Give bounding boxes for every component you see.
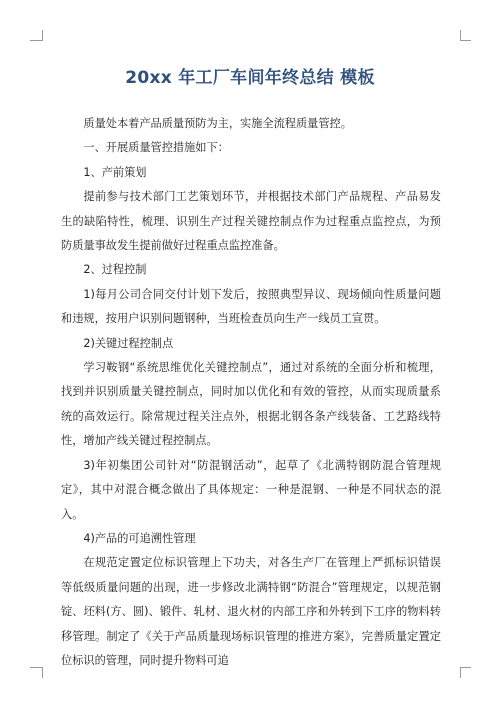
document-title: 20xx 年工厂车间年终总结 模板 (125, 68, 375, 88)
crop-mark-bottom-right (460, 667, 471, 678)
crop-mark-top-right (460, 30, 471, 41)
document-body (61, 112, 441, 673)
subheading-key-control-points: 2)关键过程控制点 (83, 336, 174, 350)
paragraph-traceability: 在规范定置定位标识管理上下功夫，对各生产厂在管理上严抓标识错误等低级质量问题的出现，进一步修改北满特钢“防混合”管理规定，以规范钢锭、坯料(方、圆)、锻件、轧材、退火材的内部工序和外转到下工序的物料转移管理。制定了《关于产品质量现场标识管理的推进方案》，完善质量定置定位标识的管理，同时提升物料可追 (61, 556, 441, 667)
subheading-traceability: 4)产品的可追溯性管理 (83, 531, 196, 545)
paragraph-pre-production: 提前参与技术部门工艺策划环节，并根据技术部门产品规程、产品易发生的缺陷特性，梳理、识别生产过程关键控制点作为过程重点监控点，为预防质量事故发生提前做好过程重点监控准备。 (61, 190, 441, 253)
paragraph-intro: 质量处本着产品质量预防为主，实施全流程质量管控。 (83, 117, 352, 130)
subheading-process-control: 2、过程控制 (83, 263, 147, 277)
paragraph-anti-mixing: 3)年初集团公司针对“防混钢活动”，起草了《北满特钢防混合管理规定》，其中对混合概念做出了具体规定：一种是混钢、一种是不同状态的混入。 (61, 458, 441, 521)
subheading-pre-production-planning: 1、产前策划 (83, 165, 147, 179)
crop-mark-bottom-left (30, 667, 43, 678)
paragraph-monthly-plan: 1)每月公司合同交付计划下发后，按照典型异议、现场倾向性质量问题和违规，按用户识别问题钢种，当班检查员向生产一线员工宣贯。 (61, 287, 441, 326)
section-heading-measures: 一、开展质量管控措施如下： (83, 141, 229, 155)
paragraph-key-control-points: 学习鞍钢“系统思维优化关键控制点”，通过对系统的全面分析和梳理，找到并识别质量关键控制点，同时加以优化和有效的管控，从而实现质量系统的高效运行。除常规过程关注点外，根据北钢各条产线装备、工艺路线特性，增加产线关键过程控制点。 (61, 361, 441, 448)
crop-mark-top-left (30, 30, 43, 41)
